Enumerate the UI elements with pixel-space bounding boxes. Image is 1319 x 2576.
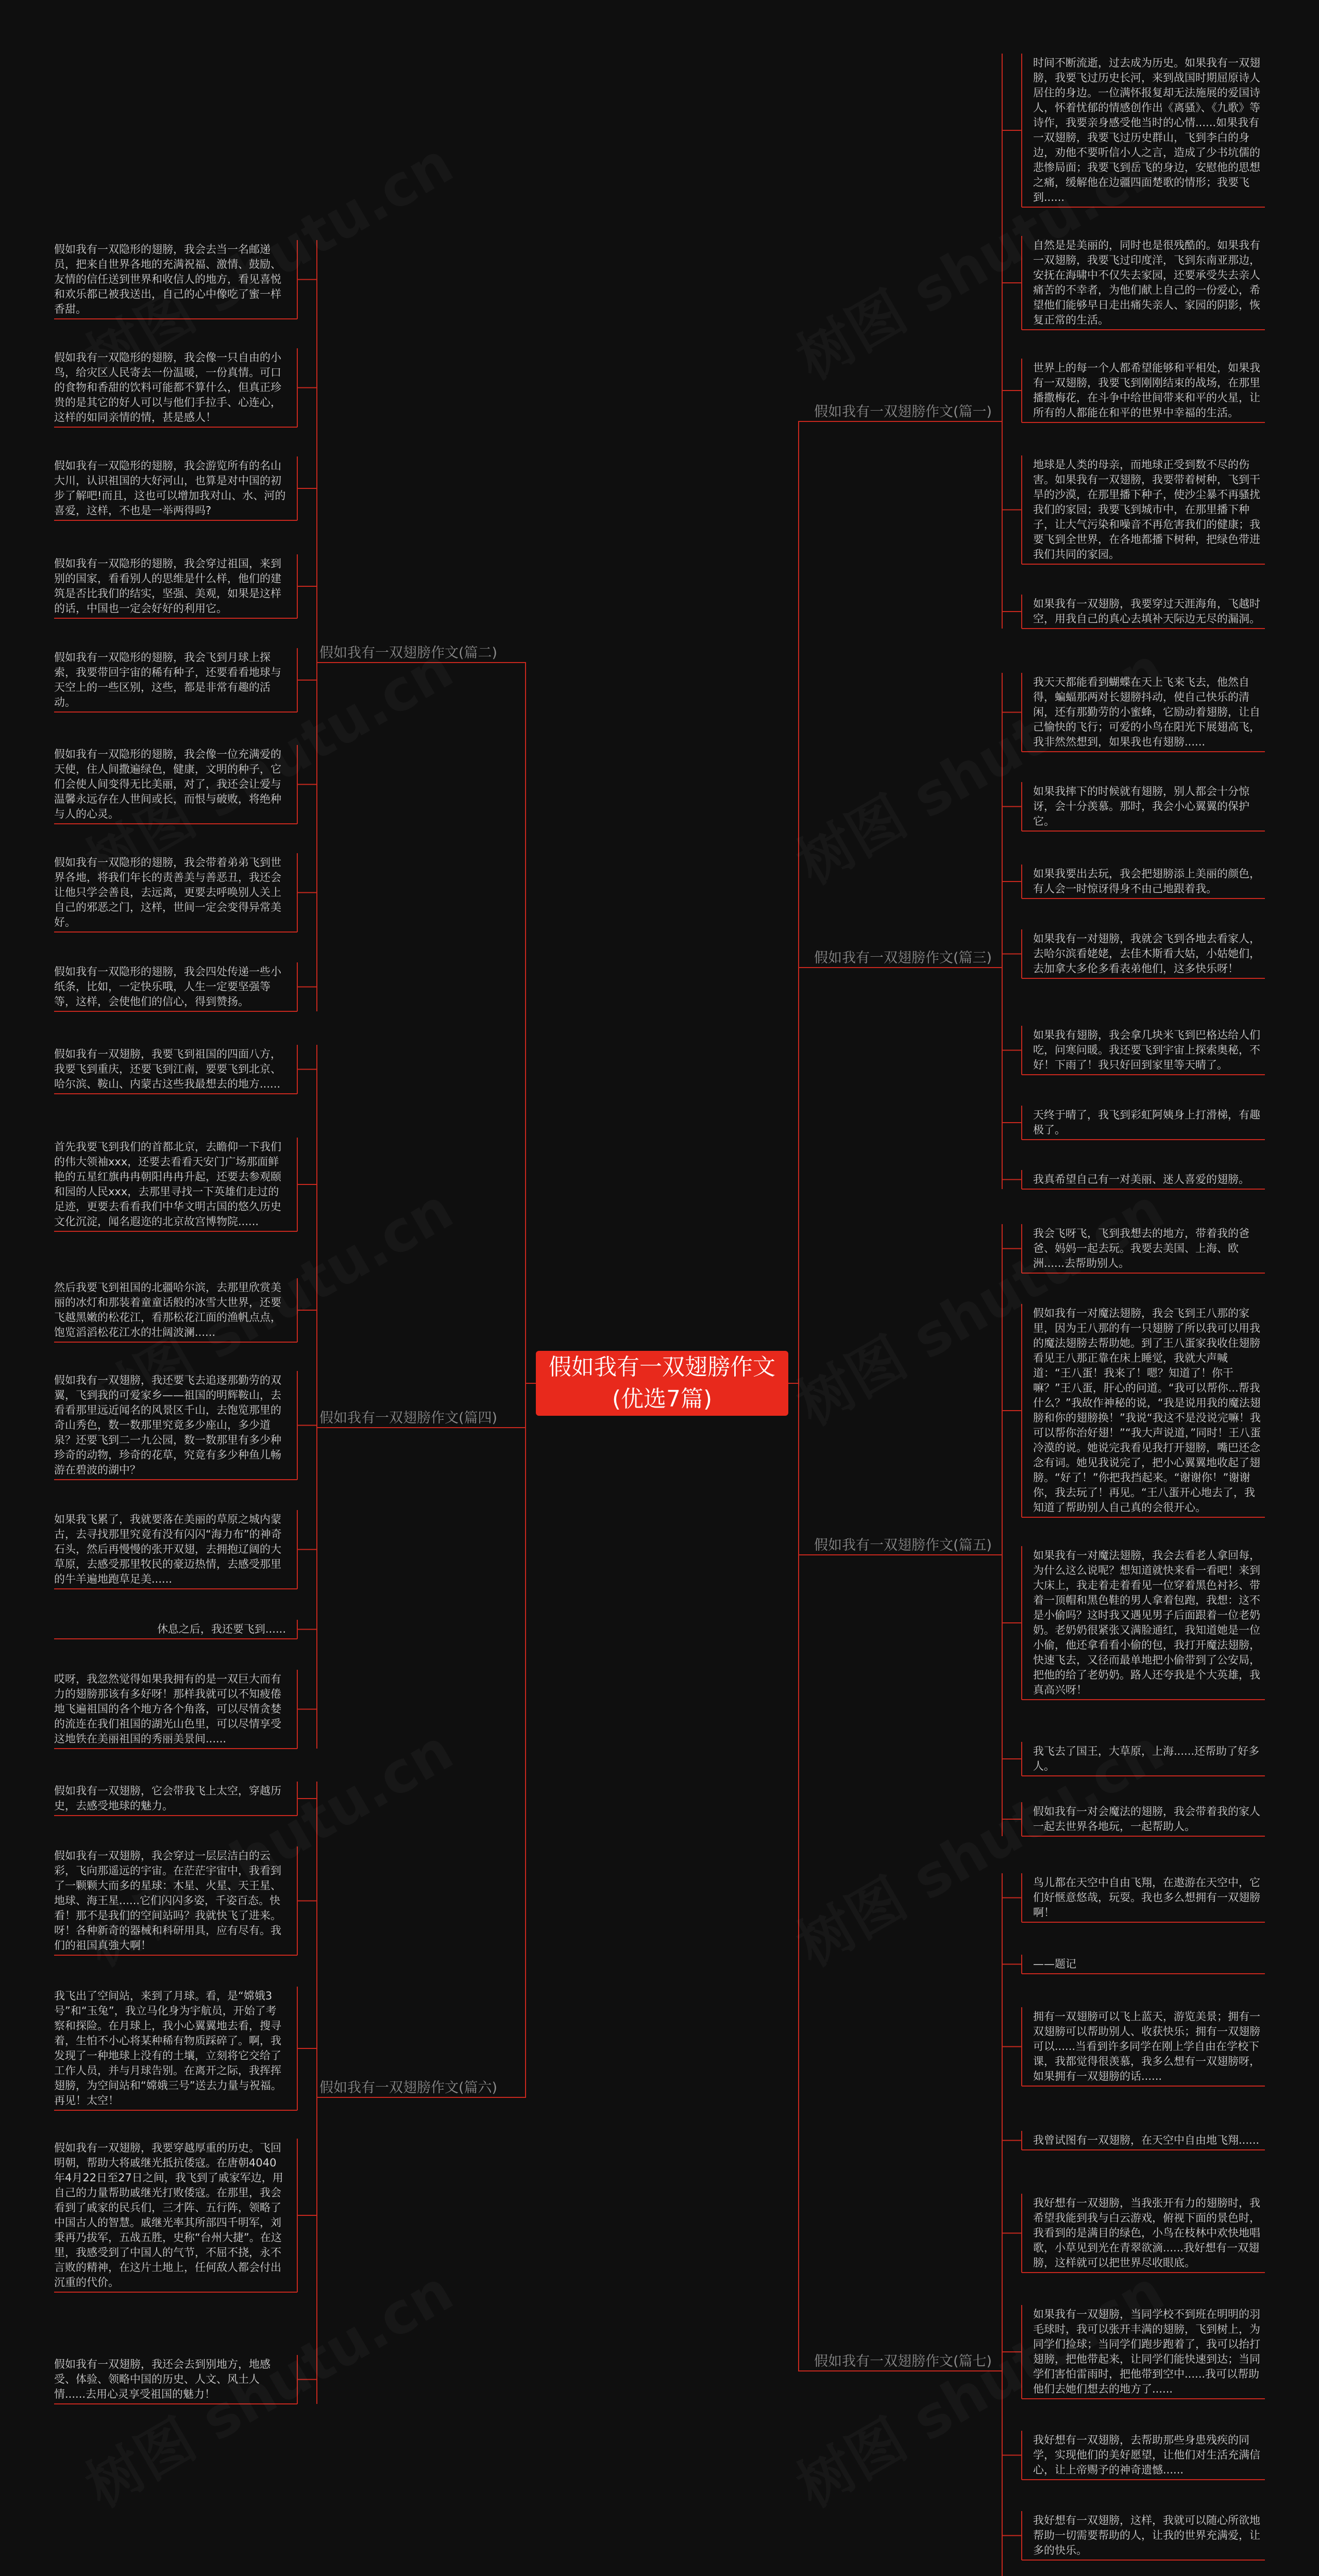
branch-label-7[interactable]: 假如我有一双翅膀作文(篇七) — [814, 2353, 992, 2369]
leaf-b7-6[interactable]: 如果我有一双翅膀，当同学校不到班在明明的羽毛球时，我可以张开丰满的翅膀，飞到树上，为同学们捡球；当同学们跑步跑着了，我可以抬打翅膀，把他带起来，让同学们能快速到达；当同学们害怕雷雨时，把他带到空中......我可以帮助他们去她们想去的地方了...... — [1033, 2308, 1260, 2395]
leaf-b6-4[interactable]: 假如我有一双翅膀，我要穿越厚重的历史。飞回明朝，帮助大将戚继光抵抗倭寇。在唐朝4040年4月22日至27日之间，我飞到了戚家军边，用自己的力量帮助戚继光打败倭寇。在那里，我会看到了戚家的民兵们，三才阵、五行阵，领略了中国古人的智慧。戚继光率其所部四千明军，刘秉再乃拔军，五战五胜，史称“台州大捷”。在这里，我感受到了中国人的气节，不屈不挠，永不言败的精神，在这片土地上，任何敌人都会付出沉重的代价。 — [54, 2142, 283, 2289]
leaf-b5-3[interactable]: 如果我有一对魔法翅膀，我会去看老人拿回每，为什么这么说呢？想知道就快来看一看吧！来到大床上，我走着走着看见一位穿着黑色衬衫、带着一顶帽和黑色鞋的男人拿着包跑，我想：这不是小偷吗？这时我又遇见男子后面跟着一位老奶奶。老奶奶很紧张又满脸通红，我知道她是一位小偷，他还拿看看小偷的包，我打开魔法翅膀，快速飞去，又径而最单地把小偷带到了公安局，把他的给了老奶奶。路人还夸我是个大英雄，我真高兴呀！ — [1033, 1549, 1260, 1696]
branch-label-5[interactable]: 假如我有一双翅膀作文(篇五) — [814, 1537, 992, 1553]
leaf-b7-3[interactable]: 拥有一双翅膀可以飞上蓝天，游览美景；拥有一双翅膀可以帮助别人、收获快乐；拥有一双翅膀可以......当看到许多同学在刚上学自由在学校下课，我都觉得很羡慕，我多么想有一双翅膀呀，如果拥有一双翅膀的话...... — [1033, 2010, 1260, 2082]
leaf-b3-2[interactable]: 如果我摔下的时候就有翅膀，别人都会十分惊讶，会十分羡慕。那时，我会小心翼翼的保护它。 — [1033, 785, 1249, 827]
leaf-b3-6[interactable]: 天终于晴了，我飞到彩虹阿姨身上打滑梯，有趣极了。 — [1033, 1109, 1260, 1136]
leaf-b2-3[interactable]: 假如我有一双隐形的翅膀，我会游览所有的名山大川，认识祖国的大好河山，也算是对中国的初步了解吧!而且，这也可以增加我对山、水、河的喜爱，这样，不也是一举两得吗? — [54, 460, 286, 517]
branch-label-1[interactable]: 假如我有一双翅膀作文(篇一) — [814, 404, 992, 420]
leaf-b2-1[interactable]: 假如我有一双隐形的翅膀，我会去当一名邮递员，把来自世界各地的充满祝福、激情、鼓励、友情的信任送到世界和收信人的地方，看见喜悦和欢乐都已被我送出，自己的心中像吃了蜜一样香甜。 — [54, 243, 281, 315]
connector-line-144 — [319, 1383, 536, 2097]
leaf-b7-2[interactable]: ——题记 — [1033, 1958, 1076, 1970]
connector-line-82 — [992, 1873, 1002, 2576]
connector-line-17 — [788, 968, 992, 1383]
leaf-b5-1[interactable]: 我会飞呀飞，飞到我想去的地方，带着我的爸爸、妈妈一起去玩。我要去美国、上海、欧洲......去帮助别人。 — [1033, 1227, 1249, 1269]
leaf-b4-3[interactable]: 然后我要飞到祖国的北疆哈尔滨，去那里欣赏美丽的冰灯和那装着童童话般的冰雪大世界，还要飞越黑嫩的松花江，看那松花江面的渔帆点点，饱览滔滔松花江水的壮阔波澜...... — [54, 1281, 281, 1338]
leaf-b4-5[interactable]: 如果我飞累了，我就要落在美丽的草原之城内蒙古，去寻找那里究竟有没有闪闪“海力布”的神奇石头，然后再慢慢的张开双翅，去拥抱辽阔的大草原，去感受那里牧民的豪迈热情，去感受那里的牛羊遍地跑草足美...... — [54, 1513, 282, 1585]
connector-line-51 — [992, 1224, 1002, 1836]
leaf-b4-7[interactable]: 哎呀，我忽然觉得如果我拥有的是一双巨大而有力的翅膀那该有多好呀！那样我就可以不知疲倦地飞遍祖国的各个地方各个角落，可以尽情贪婪的流连在我们祖国的湖光山色里，可以尽情享受这地铁在美丽祖国的秀丽美景间...... — [54, 1673, 281, 1745]
leaf-b1-1[interactable]: 时间不断流逝，过去成为历史。如果我有一双翅膀，我要飞过历史长河，来到战国时期屈原诗人居住的身边。一位满怀报复却无法施展的爱国诗人，怀着忧郁的情感创作出《离骚》、《九歌》等诗作，我要亲身感受他当时的心情......如果我有一双翅膀，我要飞过历史群山，飞到李白的身边，劝他不要听信小人之言，造成了少书坑儒的悲惨局面；我要飞到岳飞的身边，安慰他的思想之痛，缓解他在边疆四面楚歌的情形；我要飞到...... — [1033, 57, 1260, 204]
leaf-b3-1[interactable]: 我天天都能看到蝴蝶在天上飞来飞去，他然自得，蝙蝠那两对长翅膀抖动，使自己快乐的清闲，还有那勤劳的小蜜蜂，它励动着翅膀，让自己愉快的飞行；可爱的小鸟在阳光下展翅高飞，我非然然想到，如果我也有翅膀...... — [1033, 676, 1260, 748]
connector-line-11 — [992, 54, 1002, 629]
connector-line-112 — [317, 240, 319, 1011]
leaf-b5-4[interactable]: 我飞去了国王，大草原，上海......还帮助了好多人。 — [1033, 1745, 1260, 1772]
leaf-b4-2[interactable]: 首先我要飞到我们的首都北京，去瞻仰一下我们的伟大领袖xxx，还要去看看天安门广场那面鲜艳的五星红旗冉冉朝阳冉冉升起，还要去参观颐和园的人民xxx，去那里寻找一下英雄们走过的足迹，更要去看看我们中华文明古国的悠久历史文化沉淀，闻名遐迩的北京故宫博物院...... — [54, 1141, 281, 1228]
leaf-b1-2[interactable]: 自然是是美丽的，同时也是很残酷的。如果我有一双翅膀，我要飞过印度洋，飞到东南亚那边，安抚在海啸中不仅失去家园，还要承受失去亲人痛苦的不幸者，为他们献上自己的一份爱心，希望他们能够早日走出痛失亲人、家园的阴影，恢复正常的生活。 — [1033, 239, 1260, 326]
leaf-b3-5[interactable]: 如果我有翅膀，我会拿几块米飞到巴格达给人们吃，问寒问暖。我还要飞到宇宙上探索奥秘，不好！下雨了！我只好回到家里等天晴了。 — [1033, 1029, 1260, 1071]
leaf-b6-3[interactable]: 我飞出了空间站，来到了月球。看，是“嫦娥3号”和“玉兔”，我立马化身为宇航员，开始了考察和探险。在月球上，我小心翼翼地去看，搜寻着，生怕不小心将某种稀有物质踩碎了。啊，我发现了一种地球上没有的土壤，立刻将它交给了工作人员，并与月球告别。在离开之际，我挥挥翅膀，为空间站和“嫦娥三号”送去力量与祝福。再见！太空！ — [54, 1990, 282, 2107]
connector-line-95 — [319, 663, 536, 1383]
connector-line-136 — [317, 1045, 319, 1749]
leaf-b2-4[interactable]: 假如我有一双隐形的翅膀，我会穿过祖国，来到别的国家，看看别人的思维是什么样，他们的建筑是否比我们的结实，坚强、美观，如果是这样的话，中国也一定会好好的利用它。 — [54, 557, 281, 615]
leaf-b1-3[interactable]: 世界上的每一个人都希望能够和平相处，如果我有一双翅膀，我要飞到刚刚结束的战场，在那里播撒梅花，在斗争中给世间带来和平的火星，让所有的人都能在和平的世界中幸福的生活。 — [1033, 362, 1260, 419]
connector-line-0 — [788, 421, 992, 1383]
leaf-b3-7[interactable]: 我真希望自己有一对美丽、迷人喜爱的翅膀。 — [1033, 1173, 1249, 1185]
leaf-b6-1[interactable]: 假如我有一双翅膀，它会带我飞上太空，穿越历史，去感受地球的魅力。 — [54, 1785, 281, 1812]
branch-label-6[interactable]: 假如我有一双翅膀作文(篇六) — [319, 2080, 498, 2096]
leaf-b7-1[interactable]: 鸟儿都在天空中自由飞翔，在遨游在天空中，它们好惬意悠哉，玩耍。我也多么想拥有一双翅膀啊！ — [1033, 1876, 1260, 1919]
leaf-b5-2[interactable]: 假如我有一对魔法翅膀，我会飞到王八那的家里，因为王八那的有一只翅膀了所以我可以用我的魔法翅膀去帮助她。到了王八蛋家我收住翅膀看见王八那正靠在床上睡觉，我就大声喊道：“王八蛋！我来了！嗯？知道了！你干嘛？”王八蛋，肝心的问道。“我可以帮你...帮我什么？”我故作神秘的说，“我是说用我的魔法翅膀和你的翅膀换！”我说“我这不是没说完嘛！我可以帮你治好翅！”“我大声说道，”同时！王八蛋冷漠的说。她说完我看见我打开翅膀，嘴巴还念念有词。她见我说完了，把小心翼翼地收起了翅膀。“好了！”你把我挡起来。“谢谢你！”谢谢你，我去玩了！再见。“王八蛋开心地去了，我知道了帮助别人自己真的会很开心。 — [1033, 1307, 1261, 1514]
leaf-b5-5[interactable]: 假如我有一对会魔法的翅膀，我会带着我的家人一起去世界各地玩，一起帮助人。 — [1033, 1805, 1260, 1833]
leaf-b3-3[interactable]: 如果我要出去玩，我会把翅膀添上美丽的颜色，有人会一时惊讶得身不由己地跟着我。 — [1033, 868, 1260, 895]
leaf-b2-2[interactable]: 假如我有一双隐形的翅膀，我会像一只自由的小鸟，给灾区人民寄去一份温暖，一份真情。可口的食物和香甜的饮料可能都不算什么，但真正珍贵的是其它的好人可以与他们手拉手、心连心，这样的如同亲情的情，甚是感人！ — [54, 351, 281, 423]
leaf-b1-5[interactable]: 如果我有一双翅膀，我要穿过天涯海角，飞越时空，用我自己的真心去填补天际边无尽的漏洞。 — [1033, 598, 1260, 625]
leaf-b7-4[interactable]: 我曾试图有一双翅膀，在天空中自由地飞翔...... — [1033, 2134, 1260, 2146]
leaf-b2-7[interactable]: 假如我有一双隐形的翅膀，我会带着弟弟飞到世界各地，将我们年长的责善美与善恶丑，我还会让他只学会善良，去远离，更要去呼唤别人关上自己的邪恶之门，这样，世间一定会变得异常美好。 — [54, 856, 281, 928]
leaf-b1-4[interactable]: 地球是人类的母亲，而地球正受到数不尽的伤害。如果我有一双翅膀，我要带着树种，飞到干旱的沙漠，在那里播下种子，使沙尘暴不再骚扰我们的家园；我要飞到城市中，在那里播下种子，让大气污染和噪音不再危害我们的健康；我要飞到全世界，在各地都播下树种，把绿色带进我们共同的家园。 — [1033, 459, 1260, 561]
leaf-b2-6[interactable]: 假如我有一双隐形的翅膀，我会像一位充满爱的天使，住人间撒遍绿色，健康，文明的种子，它们会使人间变得无比美丽，对了，我还会让爱与温馨永远存在人世间或长，而恨与破败，将绝种与人的心灵。 — [54, 748, 281, 820]
leaf-b2-5[interactable]: 假如我有一双隐形的翅膀，我会飞到月球上探索，我要带回宇宙的稀有种子，还要看看地球与天空上的一些区别，这些，都是非常有趣的活动。 — [54, 651, 281, 708]
leaf-b4-6[interactable]: 休息之后，我还要飞到...... — [157, 1623, 286, 1635]
leaf-b2-8[interactable]: 假如我有一双隐形的翅膀，我会四处传递一些小纸条，比如，一定快乐哦，人生一定要坚强等等，这样，会使他们的信心，得到赞扬。 — [54, 965, 281, 1008]
leaf-b7-7[interactable]: 我好想有一双翅膀，去帮助那些身患残疾的同学，实现他们的美好愿望，让他们对生活充满信心，让上帝赐予的神奇遗憾...... — [1033, 2434, 1260, 2476]
leaf-b7-5[interactable]: 我好想有一双翅膀，当我张开有力的翅膀时，我希望我能到我与白云游戏，俯视下面的景色时，我看到的是满目的绿色，小鸟在枝林中欢快地唱歌，小草见到光在青翠欲滴......我好想有一双翅膀，这样就可以把世界尽收眼底。 — [1033, 2197, 1260, 2269]
leaf-b4-4[interactable]: 假如我有一双翅膀，我还要飞去追逐那勤劳的双翼，飞到我的可爱家乡——祖国的明辉鞍山，去看看那里远近闻名的风景区千山，去饱览那里的奇山秀色，数一数那里究竟多少座山，多少道泉？还要飞到二一九公园，数一数那里有多少种珍奇的动物，珍奇的花草，究竟有多少种鱼儿畅游在碧波的湖中？ — [54, 1374, 281, 1476]
leaf-b7-8[interactable]: 我好想有一双翅膀，这样，我就可以随心所欲地帮助一切需要帮助的人，让我的世界充满爱，让多的快乐。 — [1033, 2514, 1260, 2556]
root-topic[interactable]: 假如我有一双翅膀作文(优选7篇) — [536, 1351, 788, 1416]
branch-label-3[interactable]: 假如我有一双翅膀作文(篇三) — [814, 950, 992, 966]
connector-line-32 — [992, 673, 1002, 1189]
leaf-b6-2[interactable]: 假如我有一双翅膀，我会穿过一层层洁白的云彩，飞向那遥远的宇宙。在茫茫宇宙中，我看到了一颗颗大而多的星球：木星、火星、天王星、地球、海王星......它们闪闪多姿，千姿百态。快看！那不是我们的空间站吗？我就快飞了进来。呀！各种新奇的器械和科研用具，应有尽有。我们的祖国真強大啊！ — [54, 1850, 281, 1952]
connector-line-40 — [788, 1383, 992, 1555]
branch-label-4[interactable]: 假如我有一双翅膀作文(篇四) — [319, 1410, 498, 1426]
branch-label-2[interactable]: 假如我有一双翅膀作文(篇二) — [319, 645, 498, 661]
leaf-b6-5[interactable]: 假如我有一双翅膀，我还会去到别地方，地感受、体验、领略中国的历史、人文、风土人情......去用心灵享受祖国的魅力！ — [54, 2358, 270, 2400]
connector-line-57 — [788, 1383, 992, 2371]
leaf-b4-1[interactable]: 假如我有一双翅膀，我要飞到祖国的四面八方，我要飞到重庆，还要飞到江南，要要飞到北京、哈尔滨、鞍山、内蒙古这些我最想去的地方...... — [54, 1048, 281, 1090]
leaf-b3-4[interactable]: 如果我有一对翅膀，我就会飞到各地去看家人，去哈尔滨看姥姥，去佳木斯看大姑，小姑她们，去加拿大多伦多看表弟他们，这多快乐呀！ — [1033, 933, 1260, 975]
